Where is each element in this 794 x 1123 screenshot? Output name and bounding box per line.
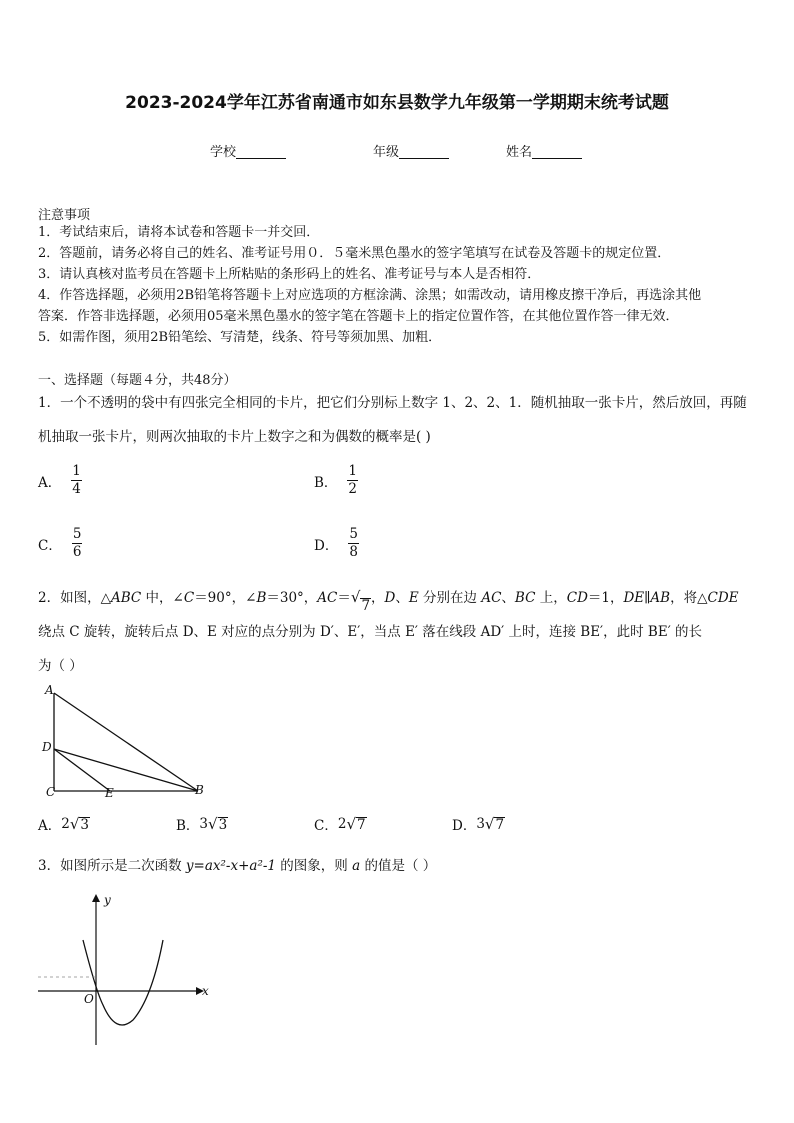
notice-item: 3．请认真核对监考员在答题卡上所粘贴的条形码上的姓名、准考证号与本人是否相符． <box>38 267 541 282</box>
page-title: 2023-2024学年江苏省南通市如东县数学九年级第一学期期末统考试题 <box>125 93 669 113</box>
notice-item: 答案．作答非选择题，必须用05毫米黑色墨水的签字笔在答题卡上的指定位置作答，在其他位置作答一律无效． <box>38 309 679 324</box>
q1-line-2: 机抽取一张卡片，则两次抽取的卡片上数字之和为偶数的概率是( ) <box>38 429 431 445</box>
sqrt-symbol: √ 7 <box>350 588 371 614</box>
q2-line-1: 2．如图，△ABC 中，∠C＝90°，∠B＝30°，AC＝ √ 7 ，D、E 分别在边 AC、BC 上，CD＝1，DE∥AB，将△CDE <box>38 580 760 615</box>
name-field <box>506 141 582 160</box>
sqrt-symbol: √ 3 <box>69 815 89 833</box>
q1-option-b[interactable] <box>314 463 358 498</box>
segment-de <box>54 749 110 791</box>
segment-ab <box>54 693 198 791</box>
option-letter: C． <box>38 537 62 554</box>
q1-option-c[interactable] <box>38 526 82 561</box>
sqrt-symbol: √ 3 <box>208 815 228 833</box>
sqrt-symbol: √ 7 <box>346 815 366 833</box>
sqrt-symbol: √ 7 <box>484 815 505 833</box>
option-letter: C． <box>314 818 338 834</box>
school-field <box>210 141 286 160</box>
q2-line-2: 绕点 C 旋转，旋转后点 D、E 对应的点分别为 D′、E′，当点 E′ 落在线段 AD′ 上时，连接 BE′，此时 BE′ 的长 <box>38 624 703 640</box>
option-letter: A． <box>38 474 62 491</box>
grade-blank <box>399 144 449 159</box>
q1-line-1: 1．一个不透明的袋中有四张完全相同的卡片，把它们分别标上数字 1、2、2、1．随机抽取一张卡片，然后放回，再随 <box>38 395 747 411</box>
notice-list <box>38 222 760 348</box>
q1-option-a[interactable] <box>38 463 82 498</box>
label-origin: O <box>84 992 94 1006</box>
notice-item: 5．如需作图，须用2B铅笔绘、写清楚，线条、符号等须加黑、加粗． <box>38 330 442 345</box>
section-heading: 一、选择题（每题４分，共48分） <box>38 373 237 388</box>
option-letter: A． <box>38 818 62 834</box>
option-fraction: $\frac{1}{4}$ <box>72 463 81 497</box>
y-axis-arrow <box>92 894 100 902</box>
option-letter: D． <box>314 537 339 554</box>
option-fraction: $\frac{5}{6}$ <box>72 526 82 560</box>
q1-option-d[interactable] <box>314 526 359 561</box>
q3-parabola-figure <box>36 890 216 1050</box>
q2-option-c[interactable]: C． 2 √ 7 <box>314 815 366 834</box>
label-e: E <box>105 786 114 800</box>
option-letter: B． <box>176 818 200 834</box>
q3-line-1: 3．如图所示是二次函数 y=ax²-x+a²-1 的图象，则 a 的值是（ ） <box>38 858 437 874</box>
grade-label: 年级 <box>373 145 400 160</box>
question-2 <box>38 580 760 683</box>
school-label: 学校 <box>210 145 237 160</box>
label-a: A <box>45 683 54 697</box>
school-blank <box>236 144 286 159</box>
notice-heading: 注意事项 <box>38 208 91 223</box>
notice-item: 4．作答选择题，必须用2B铅笔将答题卡上对应选项的方框涂满、涂黑；如需改动，请用橡皮擦干净后，再选涂其他 <box>38 288 702 303</box>
option-fraction: $\frac{5}{8}$ <box>349 526 358 560</box>
q2-line-3: 为（ ） <box>38 658 83 674</box>
grade-field <box>373 141 449 160</box>
question-3 <box>38 849 760 883</box>
label-b: B <box>195 783 204 797</box>
q2-triangle-figure <box>38 683 218 803</box>
q2-option-b[interactable]: B． 3 √ 3 <box>176 815 228 834</box>
parabola-curve <box>83 940 163 1025</box>
q3-formula: y=ax²-x+a²-1 <box>185 858 277 874</box>
option-letter: B． <box>314 474 338 491</box>
q2-option-d[interactable]: D． 3 √ 7 <box>452 815 505 834</box>
question-1 <box>38 386 760 454</box>
label-d: D <box>42 740 52 754</box>
notice-item: 1．考试结束后，请将本试卷和答题卡一并交回． <box>38 225 320 240</box>
segment-db <box>54 749 198 791</box>
label-c: C <box>46 785 56 799</box>
option-fraction: $\frac{1}{2}$ <box>348 463 358 497</box>
name-label: 姓名 <box>506 145 533 160</box>
q2-option-a[interactable]: A． 2 √ 3 <box>38 815 89 834</box>
label-y: y <box>104 893 111 907</box>
label-x: x <box>202 984 209 998</box>
name-blank <box>532 144 582 159</box>
notice-item: 2．答题前，请务必将自己的姓名、准考证号用０．５毫米黑色墨水的签字笔填写在试卷及答题卡的规定位置． <box>38 246 671 261</box>
option-letter: D． <box>452 818 477 834</box>
